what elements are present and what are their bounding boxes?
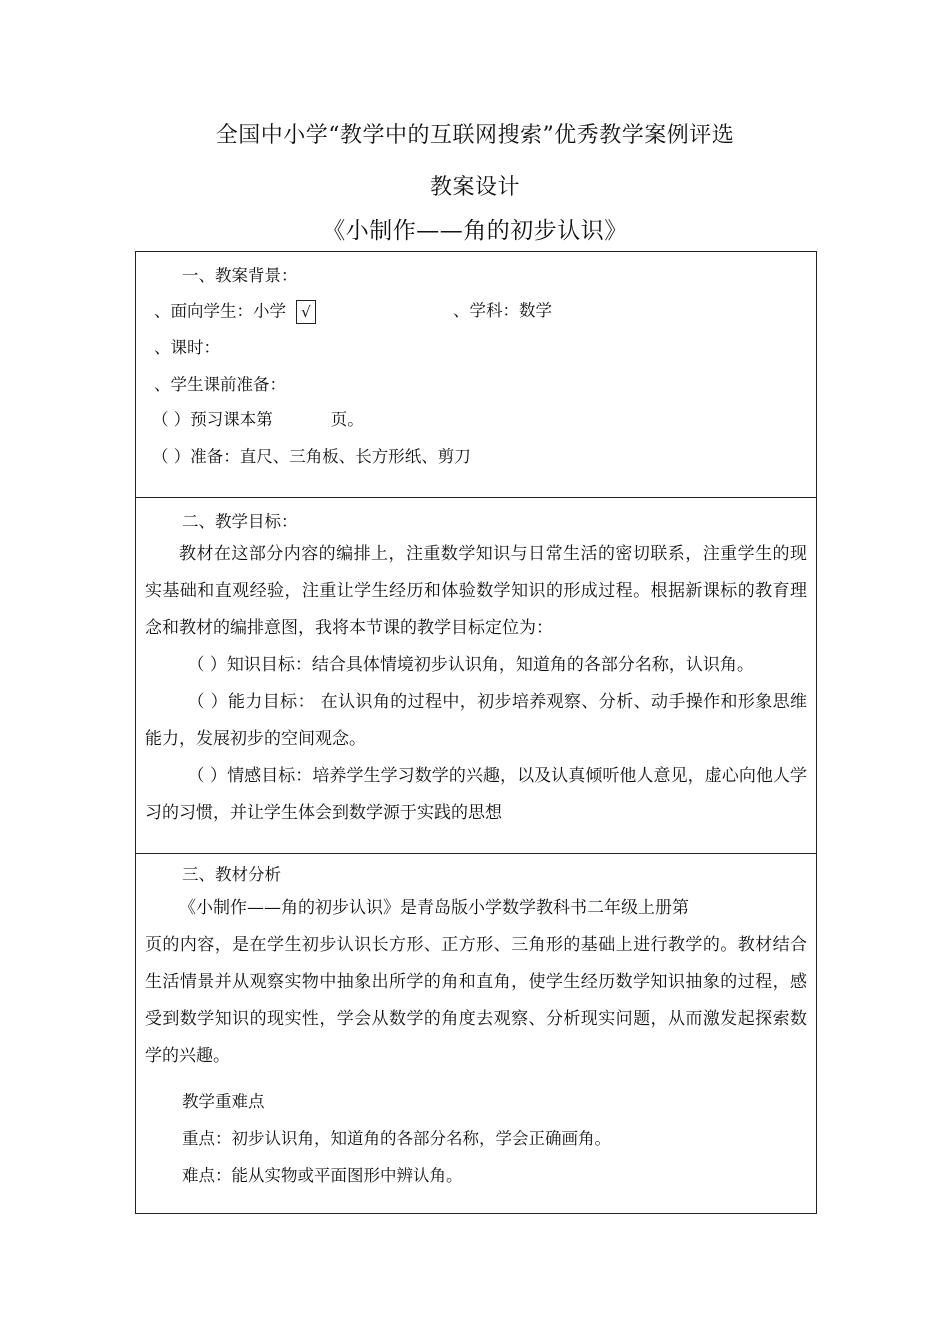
student-label: 、面向学生：小学 xyxy=(154,301,286,321)
lesson-plan-table xyxy=(135,251,817,1214)
doc-type-title: 教案设计 xyxy=(429,175,520,200)
checkbox-primary[interactable]: √ xyxy=(296,300,316,324)
section-objectives xyxy=(135,497,817,853)
goal-knowledge: （ ）知识目标：结合具体情境初步认识角，知道角的各部分名称，认识角。 xyxy=(187,655,754,675)
prep-item-2: （ ）准备：直尺、三角板、长方形纸、剪刀 xyxy=(152,447,471,466)
section3-heading: 三、教材分析 xyxy=(182,865,281,884)
contest-title: 全国中小学“教学中的互联网搜索”优秀教学案例评选 xyxy=(215,123,735,148)
period-label: 、课时： xyxy=(154,338,220,357)
prep-item-1 xyxy=(152,409,364,431)
goal-emotion: （ ）情感目标：培养学生学习数学的兴趣，以及认真倾听他人意见，虚心向他人学习的习惯，并让学生体会到数学源于实践的思想 xyxy=(145,766,807,823)
difficulty-point: 难点：能从实物或平面图形中辨认角。 xyxy=(182,1166,463,1185)
prep-label: 、学生课前准备： xyxy=(154,375,286,394)
prep-item-1-a: （ ）预习课本第 xyxy=(152,410,273,429)
prep-item-1-b: 页。 xyxy=(330,410,364,429)
goal-ability: （ ）能力目标： 在认识角的过程中，初步培养观察、分析、动手操作和形象思维能力，发展初步的空间观念。 xyxy=(145,692,807,749)
objectives-body xyxy=(145,536,807,832)
section1-heading: 一、教案背景： xyxy=(182,266,298,285)
analysis-body xyxy=(145,890,807,1075)
section-background xyxy=(135,251,817,497)
objectives-intro: 教材在这部分内容的编排上，注重数学知识与日常生活的密切联系，注重学生的现实基础和直观经验，注重让学生经历和体验数学知识的形成过程。根据新课标的教育理念和教材的编排意图，我将本节课的教学目标定位为： xyxy=(145,544,807,638)
student-row xyxy=(154,300,316,324)
subject-label: 、学科：数学 xyxy=(453,301,552,320)
analysis-line-1: 《小制作——角的初步认识》是青岛版小学数学教科书二年级上册第 xyxy=(179,898,689,918)
key-point: 重点：初步认识角，知道角的各部分名称，学会正确画角。 xyxy=(182,1129,611,1148)
key-points-heading: 教学重难点 xyxy=(182,1092,265,1111)
section-analysis xyxy=(135,853,817,1214)
analysis-rest: 页的内容，是在学生初步认识长方形、正方形、三角形的基础上进行教学的。教材结合生活情景并从观察实物中抽象出所学的角和直角，使学生经历数学知识抽象的过程，感受到数学知识的现实性，学会从数学的角度去观察、分析现实问题，从而激发起探索数学的兴趣。 xyxy=(145,935,807,1066)
section2-heading: 二、教学目标： xyxy=(182,512,298,531)
lesson-title: 《小制作——角的初步认识》 xyxy=(322,218,628,244)
